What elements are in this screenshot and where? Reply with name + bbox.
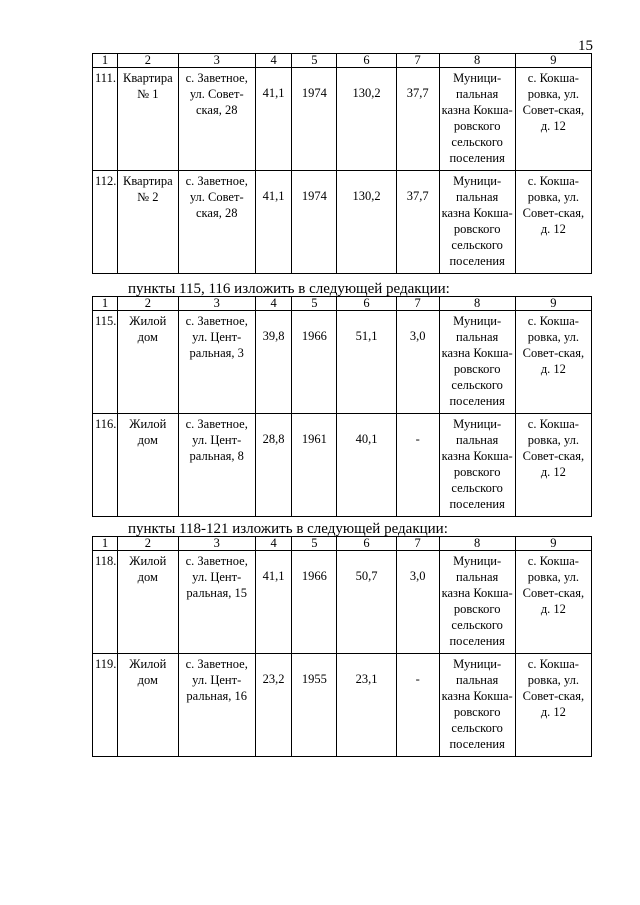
col-header: 5: [292, 537, 337, 551]
residual-value: 37,7: [396, 68, 439, 171]
col-header: 2: [118, 297, 179, 311]
holder: Муници-пальная казна Кокша-ровского сельского поселения: [439, 414, 515, 517]
col-header: 5: [292, 297, 337, 311]
residual-value: 37,7: [396, 171, 439, 274]
col-header: 3: [178, 297, 255, 311]
holder-address: с. Кокша-ровка, ул. Совет-ская, д. 12: [515, 654, 591, 757]
col-header: 7: [396, 297, 439, 311]
area: 39,8: [255, 311, 292, 414]
object-name: Жилой дом: [118, 551, 179, 654]
col-header: 7: [396, 537, 439, 551]
col-header: 6: [337, 297, 397, 311]
col-header: 4: [255, 297, 292, 311]
table-row: [93, 311, 592, 414]
property-table-1: [92, 53, 592, 274]
area: 28,8: [255, 414, 292, 517]
item-number: 118.: [93, 551, 118, 654]
table-row: [93, 654, 592, 757]
col-header: 8: [439, 54, 515, 68]
object-name: Квартира № 1: [118, 68, 179, 171]
holder: Муници-пальная казна Кокша-ровского сельского поселения: [439, 68, 515, 171]
year: 1966: [292, 551, 337, 654]
col-header: 8: [439, 297, 515, 311]
object-address: с. Заветное, ул. Цент-ральная, 3: [178, 311, 255, 414]
holder: Муници-пальная казна Кокша-ровского сельского поселения: [439, 654, 515, 757]
section-intro: пункты 118-121 изложить в следующей редакции:: [128, 521, 448, 537]
object-address: с. Заветное, ул. Совет-ская, 28: [178, 68, 255, 171]
holder-address: с. Кокша-ровка, ул. Совет-ская, д. 12: [515, 311, 591, 414]
object-address: с. Заветное, ул. Цент-ральная, 15: [178, 551, 255, 654]
holder: Муници-пальная казна Кокша-ровского сельского поселения: [439, 311, 515, 414]
col-header: 7: [396, 54, 439, 68]
property-table-2: [92, 296, 592, 517]
col-header: 1: [93, 537, 118, 551]
item-number: 111.: [93, 68, 118, 171]
col-header: 3: [178, 54, 255, 68]
item-number: 119.: [93, 654, 118, 757]
col-header: 2: [118, 54, 179, 68]
area: 41,1: [255, 171, 292, 274]
holder: Муници-пальная казна Кокша-ровского сельского поселения: [439, 171, 515, 274]
year: 1961: [292, 414, 337, 517]
holder: Муници-пальная казна Кокша-ровского сельского поселения: [439, 551, 515, 654]
col-header: 4: [255, 537, 292, 551]
item-number: 116.: [93, 414, 118, 517]
area: 23,2: [255, 654, 292, 757]
holder-address: с. Кокша-ровка, ул. Совет-ская, д. 12: [515, 171, 591, 274]
book-value: 130,2: [337, 68, 397, 171]
residual-value: 3,0: [396, 311, 439, 414]
object-address: с. Заветное, ул. Цент-ральная, 16: [178, 654, 255, 757]
col-header: 1: [93, 297, 118, 311]
object-address: с. Заветное, ул. Цент-ральная, 8: [178, 414, 255, 517]
year: 1966: [292, 311, 337, 414]
table-row: [93, 551, 592, 654]
col-header: 6: [337, 537, 397, 551]
col-header: 5: [292, 54, 337, 68]
object-name: Квартира № 2: [118, 171, 179, 274]
residual-value: 3,0: [396, 551, 439, 654]
holder-address: с. Кокша-ровка, ул. Совет-ская, д. 12: [515, 68, 591, 171]
holder-address: с. Кокша-ровка, ул. Совет-ская, д. 12: [515, 414, 591, 517]
year: 1974: [292, 68, 337, 171]
object-name: Жилой дом: [118, 414, 179, 517]
table-header-row: [93, 297, 592, 311]
object-address: с. Заветное, ул. Совет-ская, 28: [178, 171, 255, 274]
table-row: [93, 414, 592, 517]
table-row: [93, 68, 592, 171]
col-header: 1: [93, 54, 118, 68]
col-header: 6: [337, 54, 397, 68]
col-header: 9: [515, 297, 591, 311]
area: 41,1: [255, 68, 292, 171]
table-row: [93, 171, 592, 274]
table-header-row: [93, 54, 592, 68]
book-value: 130,2: [337, 171, 397, 274]
area: 41,1: [255, 551, 292, 654]
object-name: Жилой дом: [118, 654, 179, 757]
year: 1974: [292, 171, 337, 274]
book-value: 23,1: [337, 654, 397, 757]
table-header-row: [93, 537, 592, 551]
col-header: 9: [515, 54, 591, 68]
col-header: 4: [255, 54, 292, 68]
col-header: 2: [118, 537, 179, 551]
col-header: 3: [178, 537, 255, 551]
item-number: 112.: [93, 171, 118, 274]
col-header: 9: [515, 537, 591, 551]
section-intro: пункты 115, 116 изложить в следующей редакции:: [128, 281, 450, 297]
item-number: 115.: [93, 311, 118, 414]
year: 1955: [292, 654, 337, 757]
book-value: 40,1: [337, 414, 397, 517]
residual-value: -: [396, 654, 439, 757]
residual-value: -: [396, 414, 439, 517]
holder-address: с. Кокша-ровка, ул. Совет-ская, д. 12: [515, 551, 591, 654]
property-table-3: [92, 536, 592, 757]
book-value: 51,1: [337, 311, 397, 414]
object-name: Жилой дом: [118, 311, 179, 414]
col-header: 8: [439, 537, 515, 551]
book-value: 50,7: [337, 551, 397, 654]
page-number: 15: [578, 38, 593, 54]
